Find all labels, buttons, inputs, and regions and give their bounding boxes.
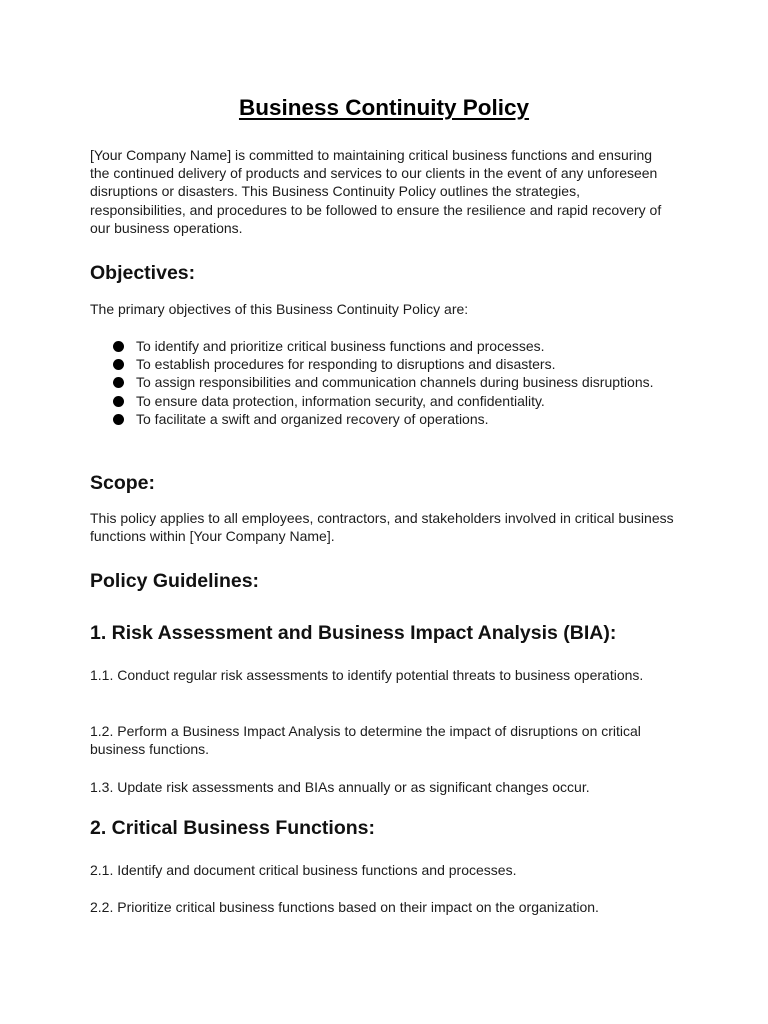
list-item [90,355,675,373]
list-item [90,373,675,391]
bullet-icon [113,341,124,352]
objectives-lead: The primary objectives of this Business Continuity Policy are: [90,301,469,317]
section-2-item-2: 2.2. Prioritize critical business functions based on their impact on the organization. [90,899,599,915]
list-item [90,392,675,410]
list-item-text: To ensure data protection, information security, and confidentiality. [136,392,545,409]
section-1-heading: 1. Risk Assessment and Business Impact Analysis (BIA): [90,622,617,644]
list-item-text: To establish procedures for responding to disruptions and disasters. [136,356,556,373]
policy-guidelines-heading: Policy Guidelines: [90,570,260,592]
list-item [90,410,675,428]
section-2-heading: 2. Critical Business Functions: [90,817,375,839]
objectives-list [90,337,675,428]
objectives-heading: Objectives: [90,262,196,284]
section-1-item-1: 1.1. Conduct regular risk assessments to identify potential threats to business operations. [90,667,644,683]
section-1-item-2: 1.2. Perform a Business Impact Analysis to determine the impact of disruptions on critical business functions. [90,723,641,758]
bullet-icon [113,414,124,425]
section-2-item-1: 2.1. Identify and document critical business functions and processes. [90,862,517,878]
section-1-item-3: 1.3. Update risk assessments and BIAs annually or as significant changes occur. [90,779,590,795]
list-item-text: To facilitate a swift and organized recovery of operations. [136,410,489,427]
document-title: Business Continuity Policy [238,95,530,120]
scope-heading: Scope: [90,472,156,494]
bullet-icon [113,377,124,388]
scope-paragraph: This policy applies to all employees, contractors, and stakeholders involved in critical business functions within [Your Company Name]. [90,510,674,545]
bullet-icon [113,396,124,407]
bullet-icon [113,359,124,370]
list-item-text: To assign responsibilities and communication channels during business disruptions. [136,374,654,391]
intro-paragraph: [Your Company Name] is committed to maintaining critical business functions and ensuring the continued delivery of products and services to our clients in the event of any unforeseen disruptions or disasters. This Business Continuity Policy outlines the strategies, responsibilities, and procedures to be followed to ensure the resilience and rapid recovery of our business operations. [90,147,662,236]
list-item [90,337,675,355]
list-item-text: To identify and prioritize critical business functions and processes. [136,338,545,354]
